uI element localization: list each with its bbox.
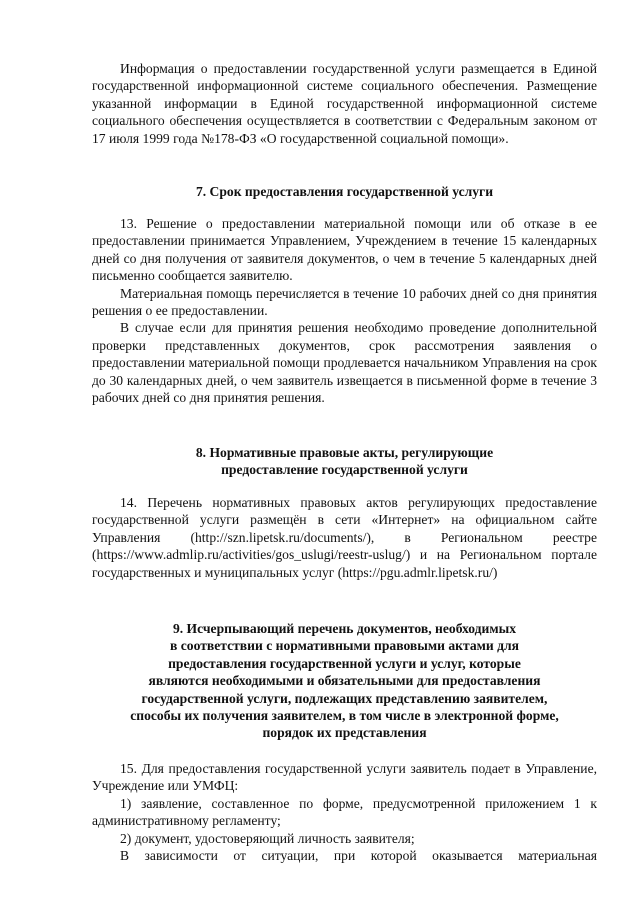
paragraph-15-continuation: В зависимости от ситуации, при которой оказывается материальная (120, 848, 597, 864)
heading-9-line-3: предоставления государственной услуги и услуг, которые (168, 655, 521, 671)
section-9-heading (92, 620, 597, 742)
heading-9-line-5: государственной услуги, подлежащих представлению заявителем, (141, 690, 548, 706)
heading-7: 7. Срок предоставления государственной услуги (195, 184, 494, 199)
heading-9-line-7: порядок их представления (262, 725, 427, 741)
paragraph-14: 14. Перечень нормативных правовых актов регулирующих предоставление государственной услуги размещён в сети «Интернет» на официальном сайте Управления (http://szn.lipetsk.ru/documents/), в Региональном реестре (https://www.admlip.ru/activities/gos_uslugi/reestr-uslug/) и на Региональном портале государственных и муниципальных услуг (https://pgu.admlr.lipetsk.ru/) (92, 495, 597, 580)
heading-9-line-6: способы их получения заявителем, в том числе в электронной форме, (130, 708, 559, 724)
section-info (92, 60, 597, 147)
paragraph-13: 13. Решение о предоставлении материальной помощи или об отказе в ее предоставлении принимается Управлением, Учреждением в течение 15 календарных дней со дня получения от заявителя документов, о чем в течение 5 календарных дней письменно сообщается заявителю. (92, 216, 597, 284)
section-7-body (92, 215, 597, 406)
paragraph-13-extension: В случае если для принятия решения необходимо проведение дополнительной проверки представленных документов, срок рассмотрения заявления о предоставлении материальной помощи продлевается начальником Управления на срок до 30 календарных дней, о чем заявитель извещается в письменной форме в течение 3 рабочих дней со дня принятия решения. (92, 320, 597, 406)
heading-8-line-2: предоставление государственной услуги (221, 462, 468, 478)
heading-9-line-1: 9. Исчерпывающий перечень документов, необходимых (172, 621, 517, 636)
paragraph-15: 15. Для предоставления государственной услуги заявитель подает в Управление, Учреждение или УМФЦ: (92, 761, 597, 794)
paragraph-info: Информация о предоставлении государственной услуги размещается в Единой государственной информационной системе социального обеспечения. Размещение указанной информации в Единой государственной информационной системе социального обеспечения осуществляется в соответствии с Федеральным законом от 17 июля 1999 года №178-ФЗ «О государственной социальной помощи». (92, 61, 597, 146)
section-9-body (92, 760, 597, 864)
heading-8-line-1: 8. Нормативные правовые акты, регулирующие (195, 445, 494, 460)
section-7-heading (92, 183, 597, 200)
heading-9-line-4: являются необходимыми и обязательными для предоставления (148, 673, 541, 689)
section-8-body (92, 494, 597, 581)
section-8-heading (92, 444, 597, 479)
paragraph-15-item-2: 2) документ, удостоверяющий личность заявителя; (120, 830, 415, 846)
paragraph-15-item-1: 1) заявление, составленное по форме, предусмотренной приложением 1 к административному регламенту; (92, 795, 597, 829)
heading-9-line-2: в соответствии с нормативными правовыми актами для (170, 638, 519, 654)
paragraph-13-payment: Материальная помощь перечисляется в течение 10 рабочих дней со дня принятия решения о ее предоставлении. (92, 285, 597, 319)
